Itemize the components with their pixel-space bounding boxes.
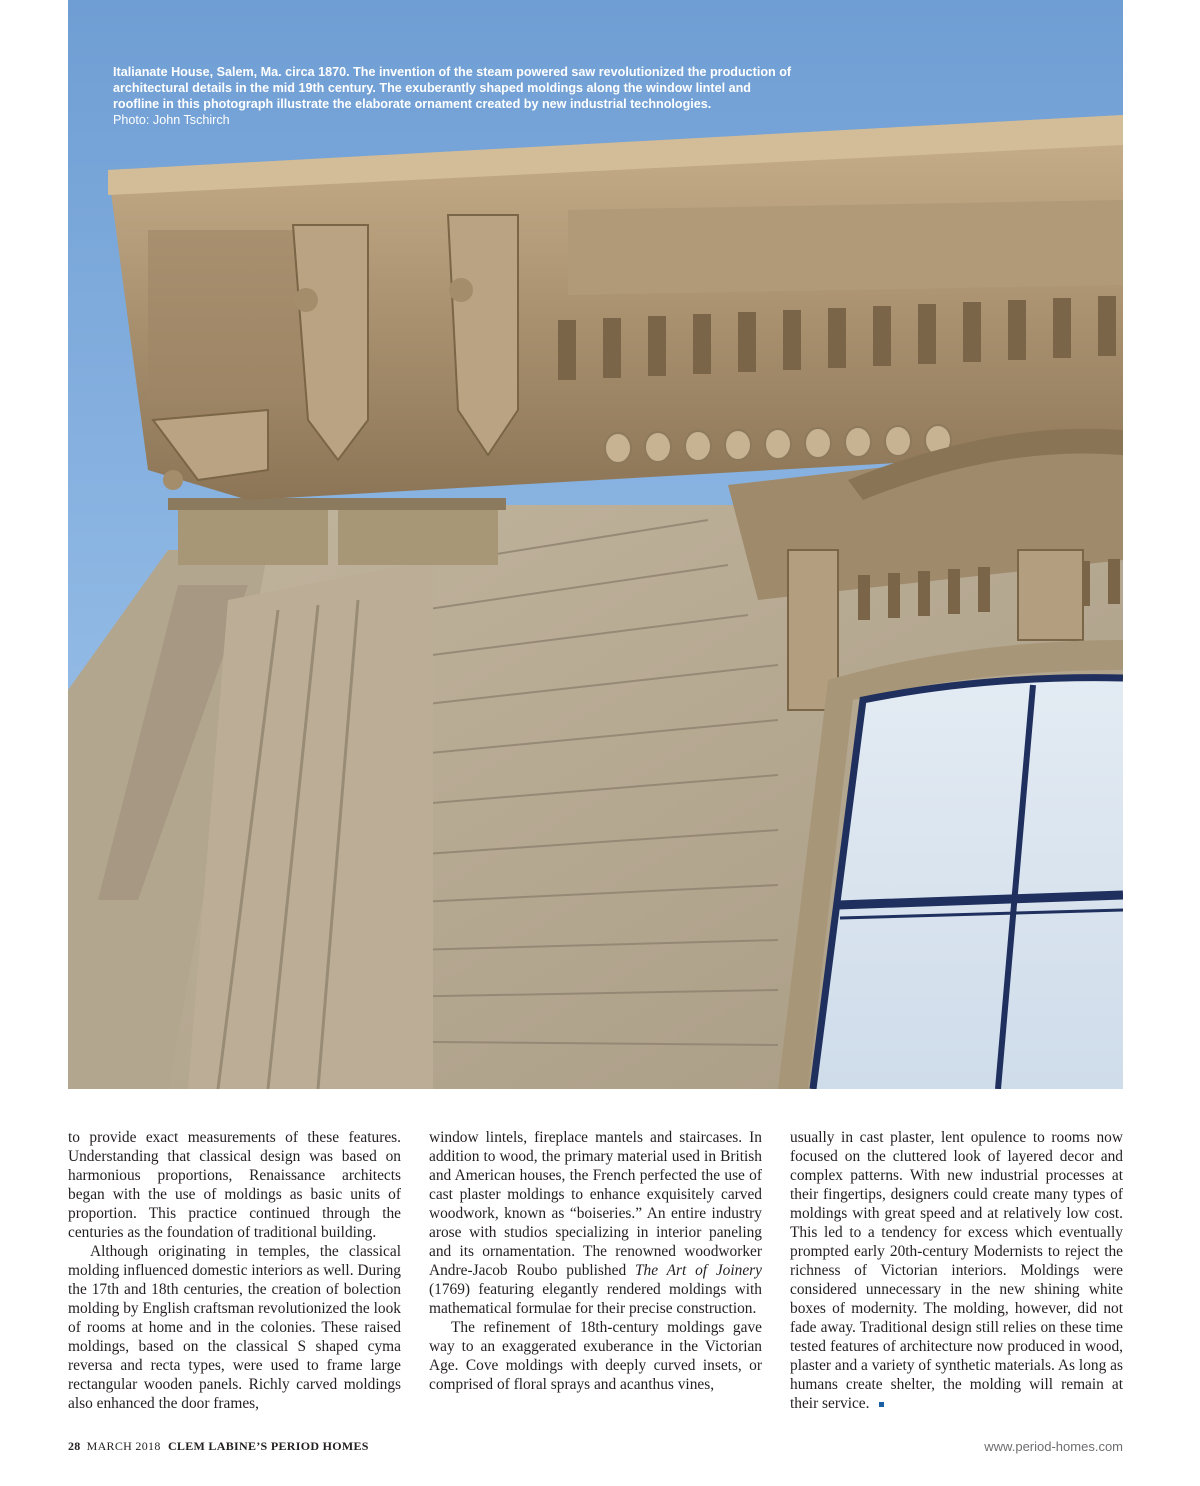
issue-date: MARCH 2018 [86, 1439, 161, 1453]
photo-caption [113, 64, 793, 128]
page-footer [68, 1439, 1123, 1457]
footer-folio [68, 1439, 369, 1454]
paragraph-text: (1769) featuring elegantly rendered moldings with mathematical formulae for their precise construction. [429, 1281, 762, 1317]
article-column-2 [429, 1128, 762, 1394]
paragraph-text: usually in cast plaster, lent opulence to rooms now focused on the cluttered look of layered decor and complex patterns. With new industrial processes at their fingertips, designers could create many types of moldings with great speed and at relatively low cost. This led to a tendency for excess which eventually prompted early 20th-century Modernists to reject the richness of Victorian interiors. Moldings were considered unnecessary in the new shining white boxes of modernity. The molding, however, did not fade away. Traditional design still relies on these time tested features of architecture now produced in wood, plaster and a variety of synthetic materials. As long as humans create shelter, the molding will remain at their service. [790, 1129, 1123, 1412]
book-title: The Art of Joinery [634, 1262, 762, 1279]
paragraph [790, 1128, 1123, 1413]
page-number: 28 [68, 1439, 81, 1453]
caption-text: Italianate House, Salem, Ma. circa 1870. The invention of the steam powered saw revolutionized the production of architectural details in the mid 19th century. The exuberantly shaped moldings along the window lintel and roofline in this photograph illustrate the elaborate ornament created by new industrial technologies. [113, 65, 792, 111]
paragraph: to provide exact measurements of these features. Understanding that classical design was based on harmonious proportions, Renaissance architects began with the use of moldings as basic units of proportion. This practice continued through the centuries as the foundation of traditional building. [68, 1129, 401, 1241]
article-column-1 [68, 1128, 401, 1413]
paragraph: The refinement of 18th-century moldings gave way to an exaggerated exuberance in the Victorian Age. Cove moldings with deeply curved insets, or comprised of floral sprays and acanthus vines, [429, 1319, 762, 1393]
paragraph: Although originating in temples, the classical molding influenced domestic interiors as well. During the 17th and 18th centuries, the creation of bolection molding by English craftsman revolutionized the look of rooms at home and in the colonies. These raised moldings, based on the classical S shaped cyma reversa and recta types, were used to frame large rectangular wooden panels. Richly carved moldings also enhanced the door frames, [68, 1243, 401, 1412]
magazine-name: CLEM LABINE’S PERIOD HOMES [167, 1439, 369, 1453]
website-link[interactable]: www.period-homes.com [984, 1439, 1123, 1454]
paragraph [429, 1128, 762, 1318]
article-column-3 [790, 1128, 1123, 1413]
end-of-article-icon [879, 1402, 884, 1407]
photo-credit: Photo: John Tschirch [113, 113, 230, 127]
italianate-house-illustration [68, 0, 1123, 1089]
paragraph-text: window lintels, fireplace mantels and staircases. In addition to wood, the primary material used in British and American houses, the French perfected the use of cast plaster moldings to enhance exquisitely carved woodwork, known as “boiseries.” An entire industry arose with studios specializing in interior paneling and its ornamentation. The renowned woodworker Andre-Jacob Roubo published [429, 1129, 762, 1279]
hero-photo [68, 0, 1123, 1089]
